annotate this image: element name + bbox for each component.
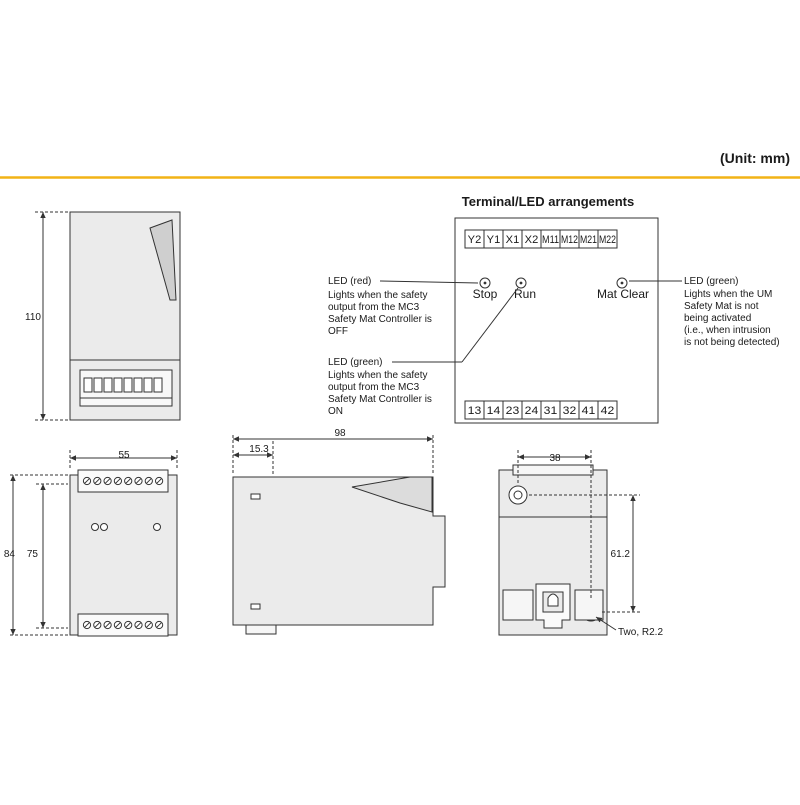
bottom-terminal-label: 13	[467, 405, 482, 417]
bottom-terminal-label: 31	[543, 405, 558, 417]
top-terminal-label: M11	[542, 234, 559, 246]
callout-run-line: Safety Mat Controller is	[328, 394, 432, 405]
led-mat-clear-label: Mat Clear	[596, 287, 650, 301]
side-view	[233, 435, 445, 634]
callout-stop-line: Safety Mat Controller is	[328, 314, 432, 325]
callout-stop	[328, 276, 435, 337]
top-terminal-label: X2	[524, 234, 539, 246]
dim-depth-side: 98	[334, 428, 346, 439]
callout-mat-clear-line: LED (green)	[684, 276, 739, 287]
callout-run	[328, 357, 435, 417]
callout-stop-line: OFF	[328, 326, 348, 337]
top-terminal-label: Y2	[467, 234, 482, 246]
callout-mat-clear-line: Safety Mat is not	[684, 301, 759, 312]
dim-mount-spacing-v: 61.2	[610, 549, 630, 560]
bottom-terminal-label: 23	[505, 405, 520, 417]
callout-mat-clear-line: being activated	[684, 313, 752, 324]
bottom-terminal-label: 41	[581, 405, 596, 417]
callout-run-line: LED (green)	[328, 357, 383, 368]
dim-depth-offset: 15.3	[249, 444, 269, 455]
callout-mat-clear-line: (i.e., when intrusion	[684, 325, 771, 336]
top-terminal-row	[465, 230, 617, 248]
front-view-bottom-terminal-block	[78, 614, 168, 636]
dim-height-outer: 84	[3, 549, 15, 560]
top-terminal-label: Y1	[486, 234, 501, 246]
bottom-terminal-label: 42	[600, 405, 615, 417]
callout-stop-line: LED (red)	[328, 276, 372, 287]
dim-height-total: 110	[25, 312, 41, 323]
bottom-terminal-label: 24	[524, 405, 539, 417]
mount-hole-note: Two, R2.2	[618, 627, 664, 638]
callout-mat-clear	[684, 276, 780, 348]
callout-stop-line: output from the MC3	[328, 302, 420, 313]
dim-mount-spacing-h: 38	[549, 453, 561, 464]
callout-mat-clear-line: Lights when the UM	[684, 289, 773, 300]
dim-height-inner: 75	[26, 549, 38, 560]
led-stop-label: Stop	[472, 287, 498, 301]
top-terminal-label: M12	[561, 234, 578, 246]
top-view	[35, 212, 180, 420]
led-run-label: Run	[513, 287, 537, 301]
top-terminal-label: M21	[580, 234, 597, 246]
front-view	[10, 450, 177, 636]
bottom-terminal-label: 14	[486, 405, 501, 417]
top-terminal-label: M22	[599, 234, 616, 246]
bottom-terminal-label: 32	[562, 405, 577, 417]
callout-run-line: ON	[328, 406, 343, 417]
bottom-terminal-row	[465, 401, 617, 419]
callout-stop-line: Lights when the safety	[328, 290, 428, 301]
rear-view	[499, 450, 640, 635]
terminal-panel-title: Terminal/LED arrangements	[461, 194, 635, 209]
callout-mat-clear-line: is not being detected)	[684, 337, 780, 348]
callout-run-line: output from the MC3	[328, 382, 420, 393]
dim-width-front: 55	[118, 450, 130, 461]
unit-label: (Unit: mm)	[720, 150, 790, 166]
callout-run-line: Lights when the safety	[328, 370, 428, 381]
top-terminal-label: X1	[505, 234, 520, 246]
front-view-top-terminal-block	[78, 470, 168, 492]
